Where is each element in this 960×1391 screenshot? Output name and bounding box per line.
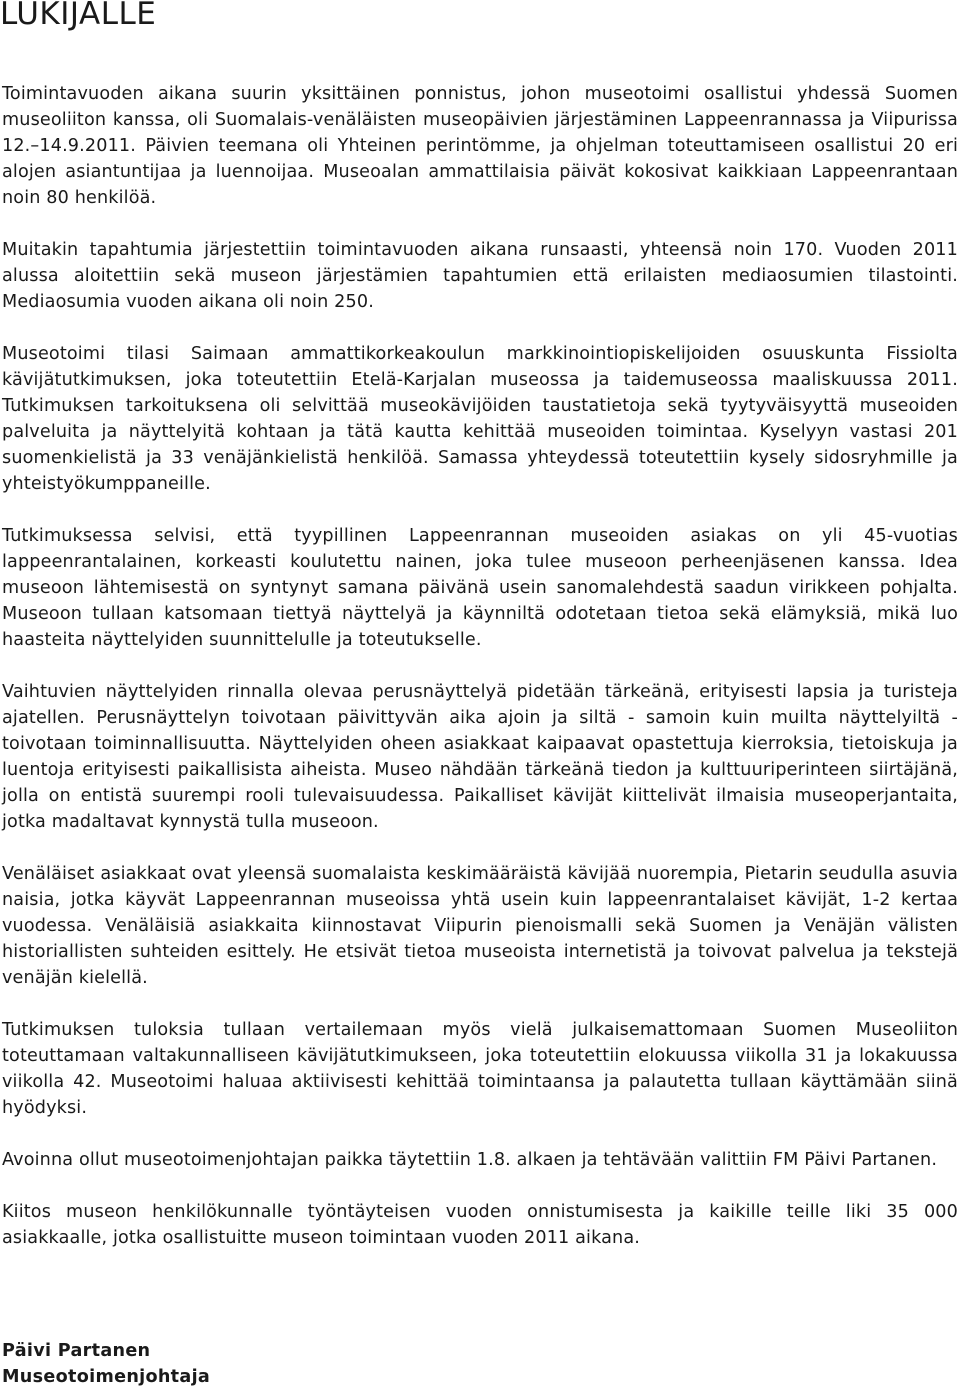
paragraph: Avoinna ollut museotoimenjohtajan paikka täytettiin 1.8. alkaen ja tehtävään valittiin FM Päivi Partanen.: [2, 1150, 938, 1170]
body-text: [2, 81, 958, 1277]
paragraph: Muitakin tapahtumia järjestettiin toimintavuoden aikana runsaasti, yhteensä noin 170. Vuoden 2011 alussa aloitettiin sekä museon järjestämien tapahtumien että erilaisten mediaosumien tilastointi. Mediaosumia vuoden aikana oli noin 250.: [2, 240, 958, 312]
paragraph: Toimintavuoden aikana suurin yksittäinen ponnistus, johon museotoimi osallistui yhdessä Suomen museoliiton kanssa, oli Suomalais-venäläisten museopäivien järjestäminen Lappeenrannassa ja Viipurissa 12.–14.9.2011. Päivien teemana oli Yhteinen perintömme, ja ohjelman toteuttamiseen osallistui 20 eri alojen asiantuntijaa ja luennoijaa. Museoalan ammattilaisia päivät kokosivat kaikkiaan Lappeenrantaan noin 80 henkilöä.: [2, 84, 958, 208]
page-title: LUKIJALLE: [0, 0, 157, 32]
signature-block: [2, 1338, 210, 1390]
paragraph: Venäläiset asiakkaat ovat yleensä suomalaista keskimääräistä kävijää nuorempia, Pietarin seudulla asuvia naisia, jotka käyvät Lappeenrannan museoissa yhtä usein kuin lappeenrantalaiset kävijät, 1-2 kertaa vuodessa. Venäläisiä asiakkaita kiinnostavat Viipurin pienoismalli sekä Suomen ja Venäjän välisten historiallisten suhteiden esittely. He etsivät tietoa museoista internetistä ja toivovat palvelua ja tekstejä venäjän kielellä.: [2, 864, 958, 988]
paragraph: Tutkimuksen tuloksia tullaan vertailemaan myös vielä julkaisemattomaan Suomen Museoliiton toteuttamaan valtakunnalliseen kävijätutkimukseen, joka toteutettiin elokuussa viikolla 31 ja lokakuussa viikolla 42. Museotoimi haluaa aktiivisesti kehittää toimintaansa ja palautetta tullaan käyttämään siinä hyödyksi.: [2, 1020, 958, 1118]
signature-title: Museotoimenjohtaja: [2, 1367, 211, 1387]
paragraph: Kiitos museon henkilökunnalle työntäyteisen vuoden onnistumisesta ja kaikille teille liki 35 000 asiakkaalle, jotka osallistuitte museon toimintaan vuoden 2011 aikana.: [2, 1202, 958, 1248]
signature-name: Päivi Partanen: [2, 1341, 151, 1361]
paragraph: Tutkimuksessa selvisi, että tyypillinen Lappeenrannan museoiden asiakas on yli 45-vuotias lappeenrantalainen, korkeasti koulutettu nainen, joka tulee museoon perheenjäsenen kanssa. Idea museoon lähtemisestä on syntynyt samana päivänä usein sanomalehdestä saadun virikkeen pohjalta. Museoon tullaan katsomaan tiettyä näyttelyä ja käynniltä odotetaan tietoa sekä elämyksiä, mikä luo haasteita näyttelyiden suunnittelulle ja toteutukselle.: [2, 526, 958, 650]
paragraph: Vaihtuvien näyttelyiden rinnalla olevaa perusnäyttelyä pidetään tärkeänä, erityisesti lapsia ja turisteja ajatellen. Perusnäyttelyn toivotaan päivittyvän aika ajoin ja siltä - samoin kuin muilta näyttelyiltä - toivotaan toiminnallisuutta. Näyttelyiden oheen asiakkaat kaipaavat opastettuja kierroksia, tietoiskuja ja luentoja erityisesti paikallisista aiheista. Museo nähdään tärkeänä tiedon ja kulttuuriperinteen siirtäjänä, jolla on entistä suurempi rooli tulevaisuudessa. Paikalliset kävijät kiittelivät ilmaisia museoperjantaita, jotka madaltavat kynnystä tulla museoon.: [2, 682, 958, 832]
paragraph: Museotoimi tilasi Saimaan ammattikorkeakoulun markkinointiopiskelijoiden osuuskunta Fissiolta kävijätutkimuksen, joka toteutettiin Etelä-Karjalan museossa ja taidemuseossa maaliskuussa 2011. Tutkimuksen tarkoituksena oli selvittää museokävijöiden taustatietoja sekä tyytyväisyyttä museoiden palveluita ja näyttelyitä kohtaan ja tätä kautta kehittää museoiden toimintaa. Kyselyyn vastasi 201 suomenkielistä ja 33 venäjänkielistä henkilöä. Samassa yhteydessä toteutettiin kysely sidosryhmille ja yhteistyökumppaneille.: [2, 344, 958, 494]
